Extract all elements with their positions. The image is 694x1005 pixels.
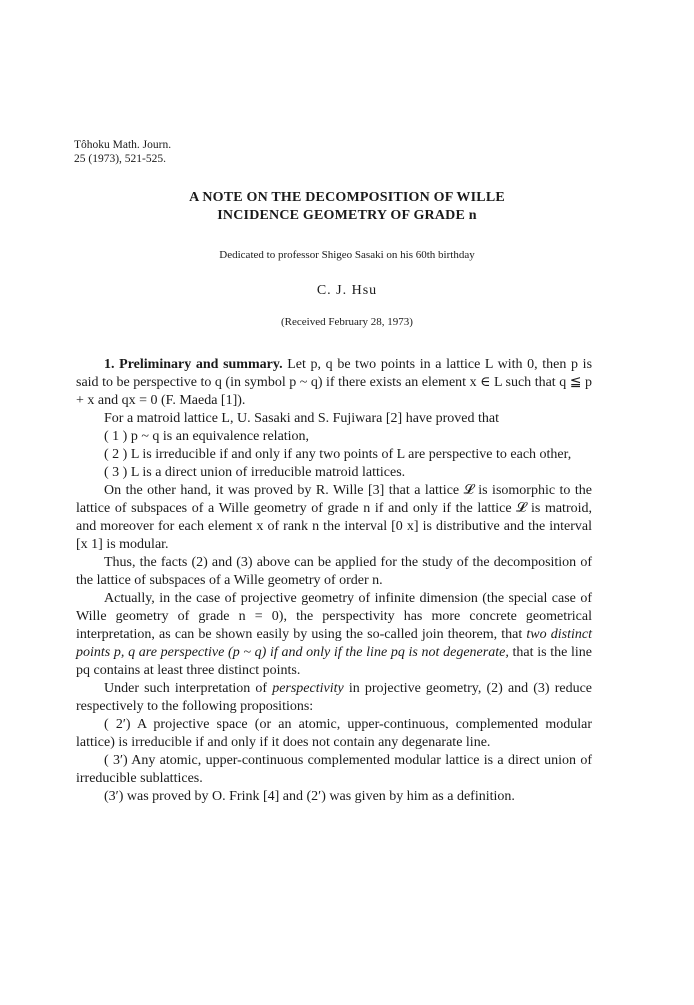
dedication: Dedicated to professor Shigeo Sasaki on his 60th birthday [219,249,475,261]
list-item-1 [76,428,592,446]
paragraph-text: Let p, q be two points in a lattice L with 0, then p is said to be perspective to q (in symbol p ~ q) if there exists an element x ∈ L such that q ≦ p + x and qx = 0 (F. Maeda [1]). [76,357,593,408]
journal-volume-pages: 25 (1973), 521-525. [74,152,166,165]
paragraph-frink: (3′) was proved by O. Frink [4] and (2′) was given by him as a definition. [104,789,515,804]
list-text: L is irreducible if and only if any two points of L are perspective to each other, [130,447,572,462]
list-text: A projective space (or an atomic, upper-continuous, complemented modular lattice) is irreducible if and only if it does not contain any degenarate line. [76,717,592,750]
list-item-3 [76,464,592,482]
list-label: ( 2 ) [104,447,128,462]
paragraph-interpretation [76,680,592,716]
paper-body [76,356,592,806]
section-heading: Preliminary and summary. [119,357,283,372]
journal-reference [74,139,171,166]
list-text: p ~ q is an equivalence relation, [130,429,310,444]
paper-title [0,189,694,225]
paragraph-text: that is the line pq contains at least three distinct points. [76,645,592,678]
emphasis-text: perspectivity [272,681,344,696]
paragraph-text: Actually, in the case of projective geometry of infinite dimension (the special case of Wille geometry of grade n = 0), the perspectivity has more concrete geometrical interpretation, as can be shown easily by using the so-called join theorem, that [76,591,592,642]
emphasis-text: two distinct points p, q are perspective (p ~ q) if and only if the line pq is not degenerate, [76,627,593,660]
list-item-2 [76,446,592,464]
paragraph-actually [76,590,592,680]
list-text: L is a direct union of irreducible matroid lattices. [130,465,406,480]
list-label: ( 2′) [104,717,131,732]
list-item-2-prime [76,716,592,752]
paragraph-wille: On the other hand, it was proved by R. Wille [3] that a lattice 𝓛 is isomorphic to the lattice of subspaces of a Wille geometry of grade n if and only if the lattice 𝓛 is matroid, and moreover for each element x of rank n the interval [0 x] is distributive and the interval [x 1] is modular. [76,483,592,552]
list-item-3-prime [76,752,592,788]
paragraph-thus: Thus, the facts (2) and (3) above can be applied for the study of the decomposition of the lattice of subspaces of a Wille geometry of order n. [76,555,592,588]
paragraph-matroid: For a matroid lattice L, U. Sasaki and S. Fujiwara [2] have proved that [104,411,500,426]
title-line-2: INCIDENCE GEOMETRY OF GRADE n [217,208,477,223]
paragraph-text: in projective geometry, (2) and (3) reduce respectively to the following propositions: [76,681,593,714]
paragraph-text: Under such interpretation of [104,681,268,696]
list-label: ( 3 ) [104,465,128,480]
paragraph-intro [76,356,592,410]
title-line-1: A NOTE ON THE DECOMPOSITION OF WILLE [189,190,505,205]
journal-name: Tôhoku Math. Journ. [74,139,172,151]
received-date: (Received February 28, 1973) [281,316,413,328]
list-label: ( 3′) [104,753,128,768]
list-label: ( 1 ) [104,429,128,444]
author-name: C. J. Hsu [316,283,378,298]
section-number: 1. [104,357,115,372]
list-text: Any atomic, upper-continuous complemented modular lattice is a direct union of irreducible sublattices. [76,753,592,786]
